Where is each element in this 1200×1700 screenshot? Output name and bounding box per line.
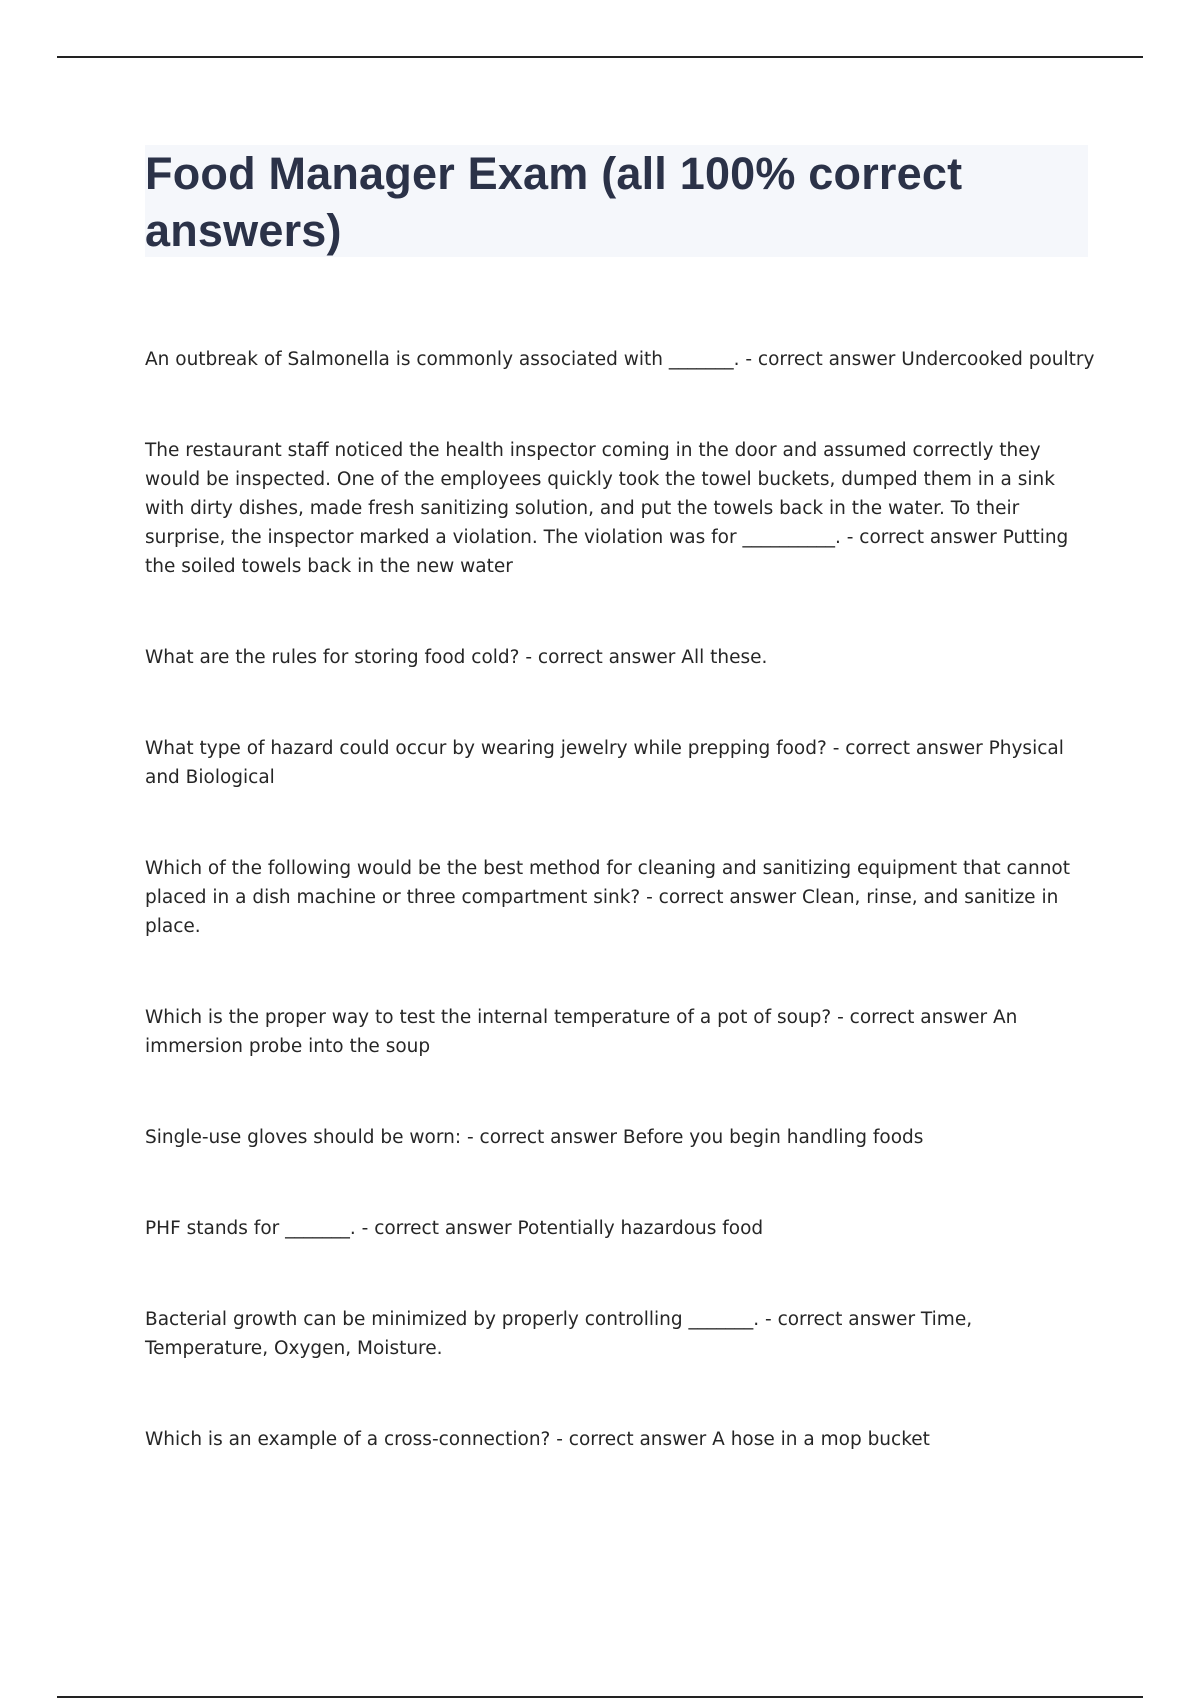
qa-item: PHF stands for _______. - correct answer Potentially hazardous food (145, 1218, 764, 1239)
top-divider (57, 56, 1143, 58)
qa-item: Which of the following would be the best method for cleaning and sanitizing equipment that cannot placed in a dish machine or three compartment sink? - correct answer Clean, rinse, and sanitize in place. (145, 858, 1070, 937)
qa-item: What are the rules for storing food cold? - correct answer All these. (145, 647, 768, 668)
qa-item: Which is an example of a cross-connection? - correct answer A hose in a mop bucket (145, 1429, 930, 1450)
title-banner (145, 145, 1088, 257)
qa-item: What type of hazard could occur by wearing jewelry while prepping food? - correct answer Physical and Biological (145, 738, 1064, 788)
qa-item: An outbreak of Salmonella is commonly associated with _______. - correct answer Undercooked poultry (145, 349, 1095, 370)
document-title: Food Manager Exam (all 100% correct answers) (145, 148, 963, 256)
question-answer-list (145, 345, 1095, 1454)
qa-item: Bacterial growth can be minimized by properly controlling _______. - correct answer Time, Temperature, Oxygen, Moisture. (145, 1309, 973, 1359)
bottom-divider (57, 1696, 1143, 1698)
qa-item: The restaurant staff noticed the health inspector coming in the door and assumed correctly they would be inspected. One of the employees quickly took the towel buckets, dumped them in a sink with dirty dishes, made fresh sanitizing solution, and put the towels back in the water. To their surprise, the inspector marked a violation. The violation was for __________. - correct answer Putting the soiled towels back in the new water (145, 440, 1069, 577)
qa-item: Single-use gloves should be worn: - correct answer Before you begin handling foods (145, 1127, 924, 1148)
qa-item: Which is the proper way to test the internal temperature of a pot of soup? - correct answer An immersion probe into the soup (145, 1007, 1018, 1057)
